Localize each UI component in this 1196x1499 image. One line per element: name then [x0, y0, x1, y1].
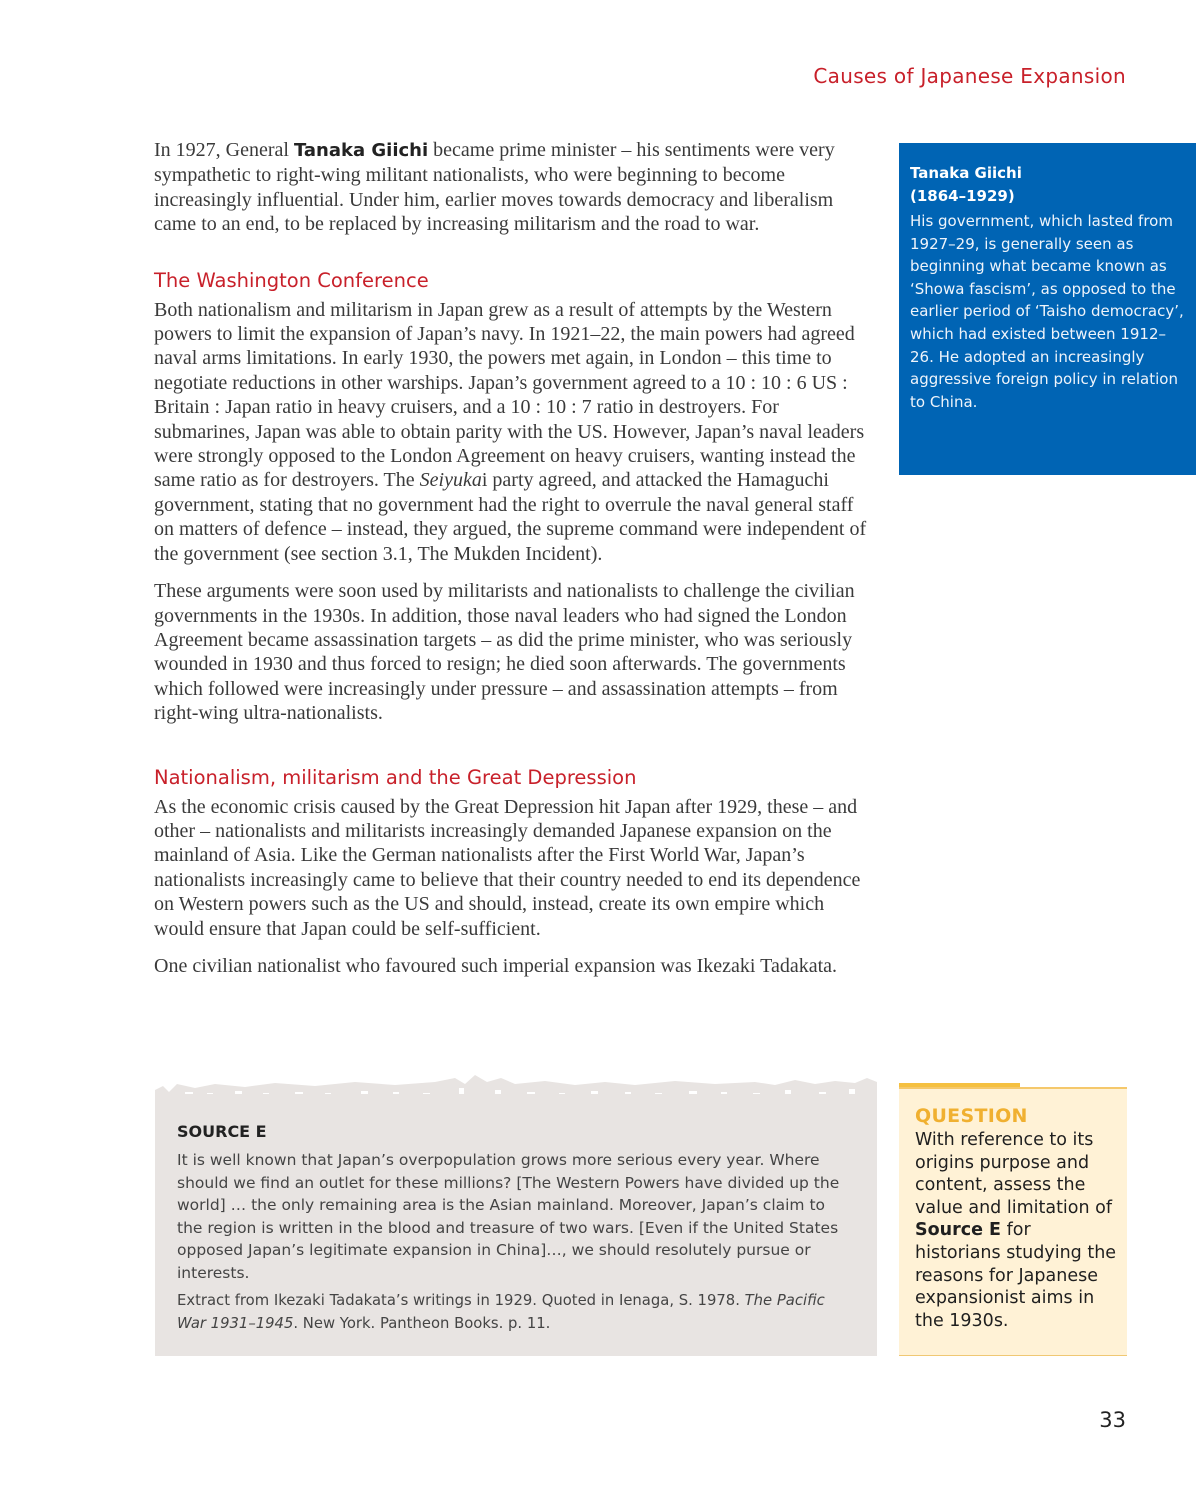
question-text: With reference to its origins purpose and content, assess the value and limitation of Source E for historians studying the reasons for Japanese expansionist aims in the 1930s.	[915, 1130, 1117, 1331]
sidebar-body: His government, which lasted from 1927–29, is generally seen as beginning what became known as ‘Showa fascism’, as opposed to the earlier period of ‘Taisho democracy’, which had existed between 1912–26. He adopted an increasingly aggressive foreign policy in relation to China.	[910, 212, 1184, 411]
sidebar-title: Tanaka Giichi (1864–1929)	[910, 164, 1022, 205]
washington-paragraph-2: These arguments were soon used by militarists and nationalists to challenge the civilian governments in the 1930s. In addition, those naval leaders who had signed the London Agreement became assassination targets – as did the prime minister, who was seriously wounded in 1930 and thus forced to resign; he died soon afterwards. The governments which followed were increasingly under pressure – and assassination attempts – from right-wing ultra-nationalists.	[154, 580, 855, 725]
question-box	[899, 1087, 1127, 1356]
great-depression-heading: Nationalism, militarism and the Great Depression	[154, 765, 637, 789]
washington-conference-heading: The Washington Conference	[154, 268, 429, 292]
source-quote: It is well known that Japan’s overpopulation grows more serious every year. Where should we find an outlet for these millions? [The Western Powers have divided up the world] … the only remaining area is the Asian mainland. Moreover, Japan’s claim to the region is written in the blood and treasure of two wars. [Even if the United States opposed Japan’s legitimate expansion in China]…, we should resolutely pursue or interests.	[177, 1151, 840, 1282]
source-e-box	[155, 1094, 877, 1356]
tanaka-giichi-sidebar	[899, 143, 1196, 475]
main-text-column	[154, 138, 878, 991]
question-label: QUESTION	[915, 1105, 1028, 1127]
source-citation: Extract from Ikezaki Tadakata’s writings in 1929. Quoted in Ienaga, S. 1978. The Pacific War 1931–1945. New York. Pantheon Books. p. 11.	[177, 1292, 825, 1332]
source-label: SOURCE E	[177, 1122, 267, 1141]
depression-paragraph-2: One civilian nationalist who favoured such imperial expansion was Ikezaki Tadakata.	[154, 954, 838, 977]
depression-paragraph-1: As the economic crisis caused by the Great Depression hit Japan after 1929, these – and other – nationalists and militarists increasingly demanded Japanese expansion on the mainland of Asia. Like the German nationalists after the First World War, Japan’s nationalists increasingly came to believe that their country needed to end its dependence on Western powers such as the US and should, instead, create its own empire which would ensure that Japan could be self-sufficient.	[154, 795, 861, 940]
washington-paragraph-1: Both nationalism and militarism in Japan grew as a result of attempts by the Western powers to limit the expansion of Japan’s navy. In 1921–22, the main powers had agreed naval arms limitations. In early 1930, the powers met again, in London – this time to negotiate reductions in other warships. Japan’s government agreed to a 10 : 10 : 6 US : Britain : Japan ratio in heavy cruisers, and a 10 : 10 : 7 ratio in destroyers. For submarines, Japan was able to obtain parity with the US. However, Japan’s naval leaders were strongly opposed to the London Agreement on heavy cruisers, wanting instead the same ratio as for destroyers. The Seiyukai party agreed, and attacked the Hamaguchi government, stating that no government had the right to overrule the naval general staff on matters of defence – instead, they argued, the supreme command were independent of the government (see section 3.1, The Mukden Incident).	[154, 298, 867, 565]
tanaka-giichi-bold: Tanaka Giichi	[293, 140, 429, 161]
page-number: 33	[1099, 1408, 1126, 1432]
running-head: Causes of Japanese Expansion	[813, 64, 1126, 88]
intro-paragraph: In 1927, General Tanaka Giichi became prime minister – his sentiments were very sympathetic to right-wing militant nationalists, who were beginning to become increasingly influential. Under him, earlier moves towards democracy and liberalism came to an end, to be replaced by increasing militarism and the road to war.	[154, 139, 835, 236]
